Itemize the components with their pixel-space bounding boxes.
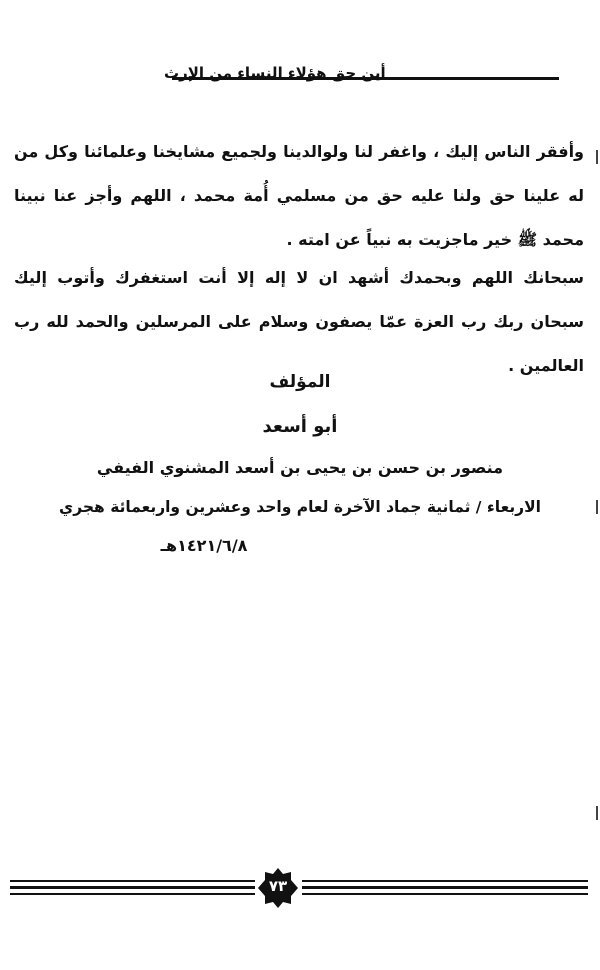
footer-rule-left-bottom [10,893,255,895]
running-header-title: أين حق هؤلاء النساء من الإرث [164,64,386,82]
date-text: الاربعاء / ثمانية جماد الآخرة لعام واحد وعشرين واربعمائة هجري [59,498,541,516]
footer-rule-right-bottom [302,893,588,895]
author-label: المؤلف [269,372,331,392]
footer-rule-right-top [302,880,588,882]
author-name: منصور بن حسن بن يحيى بن أسعد المشنوي الفيفي [96,458,504,477]
scan-edge-mark [596,150,598,164]
scan-edge-mark [596,806,598,820]
running-header [0,62,600,94]
body-paragraph-2: سبحانك اللهم وبحمدك أشهد ان لا إله إلا أنت استغفرك وأتوب إليك سبحان ربك رب العزة عمّا يصفون وسلام على المرسلين والحمد لله رب العالمين . [14,268,584,375]
page-number: ٧٣ [268,877,288,895]
page-number-badge [258,868,298,908]
author-kunya: أبو أسعد [262,416,338,437]
page-footer [0,868,600,908]
footer-rule-left-mid [10,886,255,889]
footer-rule-right-mid [302,886,588,889]
scan-edge-mark [596,500,598,514]
page-content [0,130,600,830]
footer-rule-left-top [10,880,255,882]
date-numeric: ١٤٢١/٦/٨هـ [160,536,248,555]
body-paragraph-1: وأفقر الناس إليك ، واغفر لنا ولوالدينا ولجميع مشايخنا وعلمائنا وكل من له علينا حق ولنا عليه حق من مسلمي أُمة محمد ، اللهم وأجز عنا نبينا محمد ﷺ خير ماجزيت به نبياً عن امته . [14,142,584,249]
